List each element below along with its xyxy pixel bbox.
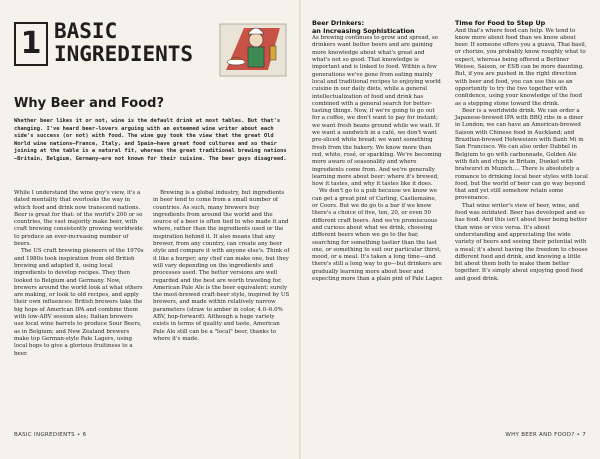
section-heading: Why Beer and Food? <box>14 96 164 111</box>
paragraph: Beer is a worldwide drink. We can order a Japanese-brewed IPA with BBQ ribs in a diner in London; we can have an American-brewed Saison with Chinese food in Auckland; and Brazilian-brewed Hefeweizen with Banh Mi in San Francisco. We can also order Dubbel in Belgium to go with carbonnade, Golden Ale with fish and chips in Britain, Dunkel with bratwurst in Munich…. There is absolutely a romance to drinking local beer styles with local food, but the world of beer can go way beyond that and yet still somehow retain some provenance. <box>455 107 588 202</box>
right-column-2 <box>455 20 589 283</box>
page-gutter <box>299 0 301 459</box>
paragraph: That wine writer's view of beer, wine, and food was outdated. Beer has developed and so has food. And this isn't about beer being better than wine or vice versa. It's about understanding and appreciating the wide variety of beers and seeing their potential with a meal; it's about having the freedom to choose different food and drink, and knowing a little bit about them both to make them better together. It's simply about enjoying good food and good drink. <box>455 202 588 282</box>
paragraph: Brewing is a global industry, but ingredients in beer tend to come from a small number of countries. As such, many brewers buy ingredients from around the world and the source of a beer is often tied to who made it and where, rather than the ingredients used or the inspiration behind it. It also means that any brewer, from any country, can create any beer style and compare it with anyone else's. Think of it like a burger; any chef can make one, but they will vary depending on the ingredients and processes used. The better versions are well regarded and the best are worth traveling for. American Pale Ale is the beer equivalent: surely the most-brewed craft-beer style, inspired by US brewers, and made within relatively narrow parameters (straw to amber in color, 4.0–6.0% ABV, hop-forward). Although a huge variety exists in terms of quality and taste, American Pale Ale still can be a "local" beer, thanks to where it's made. <box>153 190 290 342</box>
chapter-title-line2: INGREDIENTS <box>54 42 194 66</box>
paragraph: As brewing continues to grow and spread, so drinkers want better beers and are gaining more knowledge about what's great and what's not so good. That knowledge is important and is linked to food. Within a few generations we've gone from eating mainly local and traditional recipes to enjoying world cuisine in our daily diets, while a general intellectualization of food and drink has combined with a general search for better-tasting things. Now, if we're going to go out for a coffee, we don't want to pay for instant; we want fresh beans ground while we wait. If we want a sandwich in a café, we don't want pre-sliced white bread; we want something fresh from the bakery. We know more than red, white, rosé, or sparkling. We're becoming more aware of seasonality and where ingredients come from. And we're generally learning more about beer: where it's brewed, how it tastes, and why it tastes like it does. <box>312 35 442 188</box>
chapter-title-line1: BASIC <box>54 19 118 43</box>
paragraph: We don't go to a pub because we know we can get a great pint of Carling, Castlemaine, or Coors. But we do go to a bar if we know there's a choice of five, ten, 20, or even 50 different craft beers. And we're promiscuous and curious about what we drink, choosing different beers when we go to the bar, searching for something tastier than the last one, or something to suit our particular thirst, mood, or a meal. It's taken a long time—and there's still a long way to go—but drinkers are gradually learning more about beer and expecting more than a plain pint of Pale Lager. <box>312 188 443 282</box>
subheading <box>312 20 444 35</box>
paragraph: While I understand the wine guy's view, it's a dated mentality that overlooks the way in which food and drink now transcend nations. Beer is great for that: of the world's 200 or so countries, the vast majority make beer, with craft brewing consistently growing worldwide to produce an ever-increasing number of beers. <box>14 190 143 248</box>
right-column-1 <box>312 20 444 283</box>
paragraph: The US craft brewing pioneers of the 1970s and 1980s took inspiration from old British brewing and adapted it, using local ingredients to develop recipes. They then looked to Belgium and Germany. Now, brewers around the world look at what others are making, or look to old recipes, and apply their own influences: British brewers take the big hops of American IPA and combine them with low-ABV session ales; Italian brewers use local wine barrels to produce Sour Beers, as in Belgium; and New Zealand brewers make top German-style Pale Lagers, using local hops to give a glorious fruitiness to a beer. <box>14 248 144 357</box>
intro-paragraph: Whether beer likes it or not, wine is the default drink at most tables. But that's changing. I've heard beer-lovers arguing with an esteemed wine writer about each side's success (or not) with food. The wine guy took the view that the great Old World wine nations—France, Italy, and Spain—have great food cultures and so their joining at the table is a natural fit, whereas the great traditional brewing nations—Britain, Belgium, Germany—are not known for their cuisine. The beer guys disagreed. <box>14 118 287 162</box>
chapter-number: 1 <box>14 22 48 66</box>
right-footer: WHY BEER AND FOOD? • 7 <box>505 432 586 438</box>
left-column-1 <box>14 190 144 358</box>
left-footer: BASIC INGREDIENTS • 6 <box>14 432 87 438</box>
paragraph: And that's where food can help. We tend to know more about food than we know about beer. If someone offers you a guava, Thai basil, or chorizo, you probably know roughly what to expect, whereas being offered a Berliner Weisse, Saison, or ESB can be more daunting. But, if you are pushed in the right direction with beer and food, you can use this as an opportunity to try the two together with confidence, using your knowledge of the food as a stepping stone toward the drink. <box>455 27 587 107</box>
subheading: Time for Food to Step Up <box>455 19 546 27</box>
subheading-line2: an Increasing Sophistication <box>312 26 415 35</box>
chef-illustration <box>214 10 294 90</box>
chapter-title <box>54 20 193 66</box>
subheading-line1: Beer Drinkers: <box>312 19 365 27</box>
left-column-2 <box>153 190 290 343</box>
